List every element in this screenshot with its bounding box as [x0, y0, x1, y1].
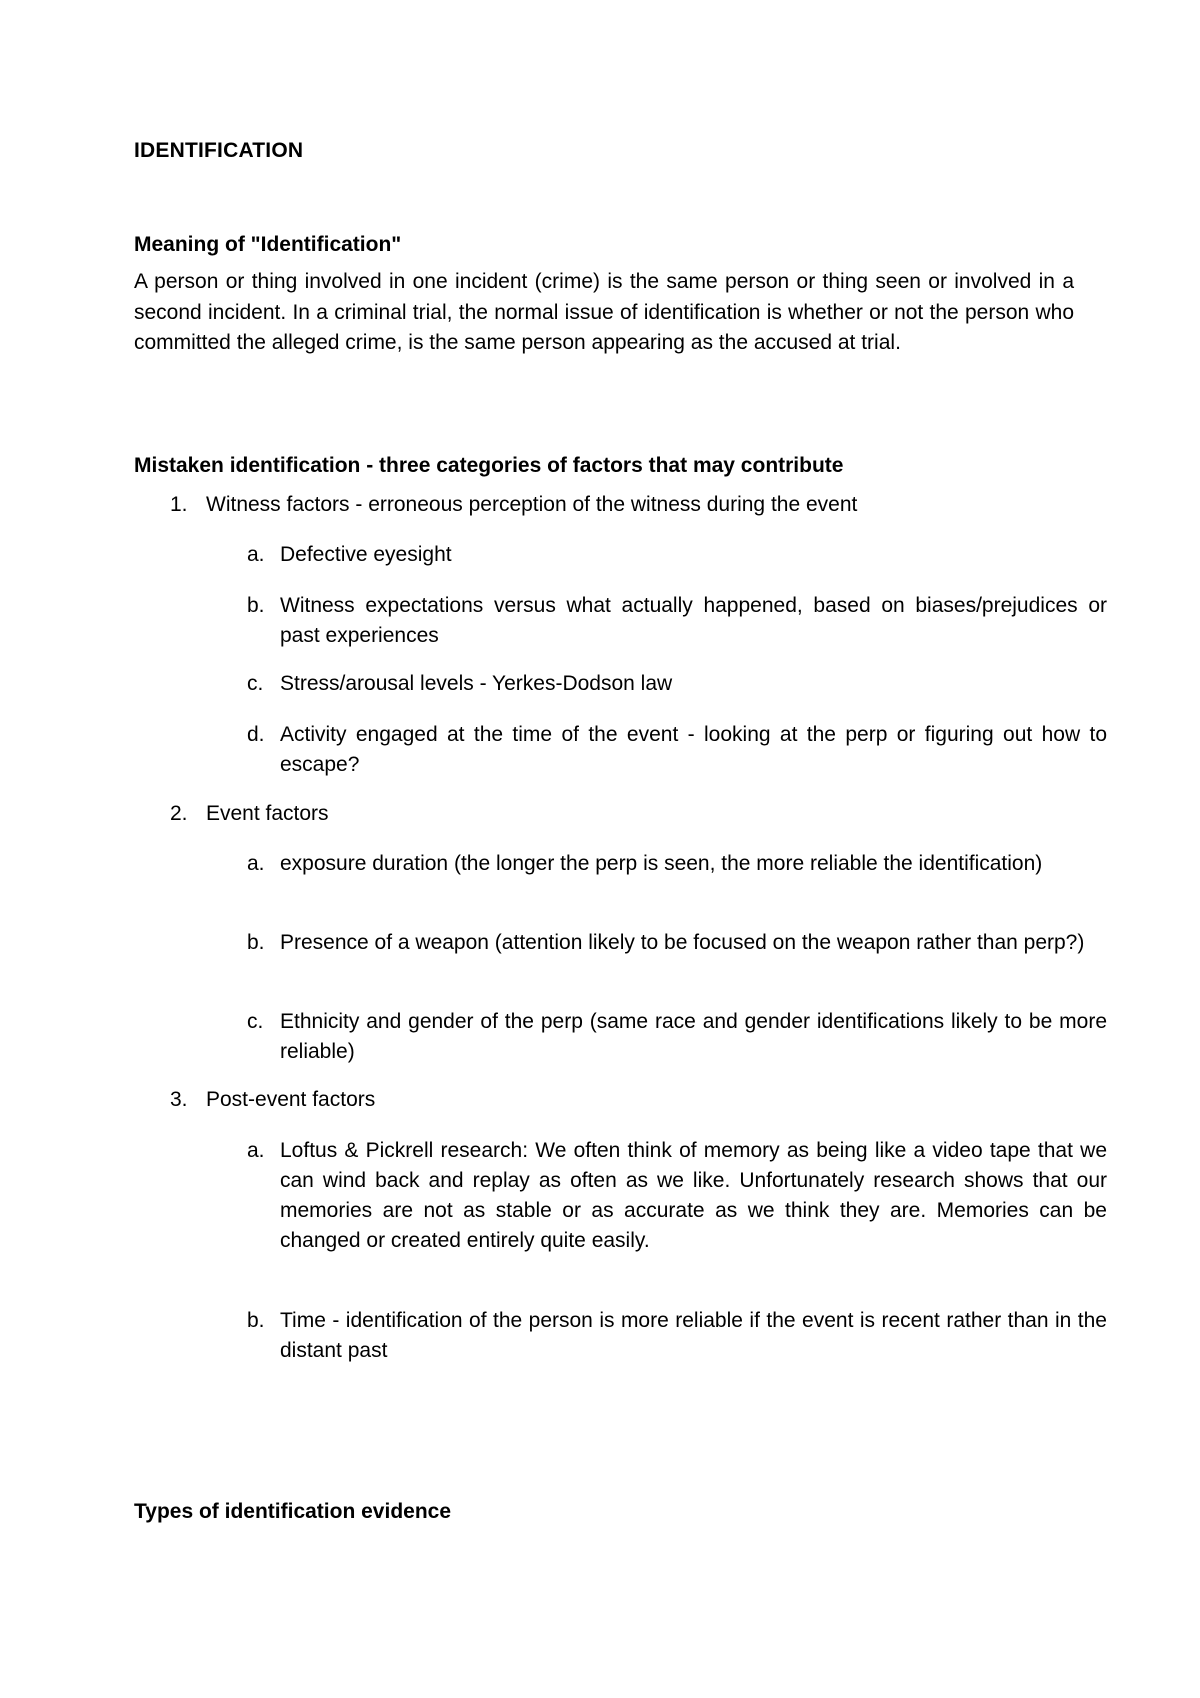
sub-list-item [247, 1007, 1107, 1067]
sub-list-text: Defective eyesight [280, 543, 452, 566]
sub-list-text: exposure duration (the longer the perp is seen, the more reliable the identification) [280, 852, 1043, 875]
document-title: IDENTIFICATION [134, 139, 304, 162]
sub-list-text: Activity engaged at the time of the event - looking at the perp or figuring out how to escape? [280, 723, 1107, 776]
sub-list-marker: d. [247, 723, 265, 746]
meaning-heading: Meaning of "Identification" [134, 233, 402, 256]
list-item [170, 1085, 1070, 1115]
types-of-evidence-heading: Types of identification evidence [134, 1500, 452, 1523]
list-item-label: Event factors [206, 802, 329, 825]
sub-list-marker: a. [247, 543, 265, 566]
list-item [170, 799, 1070, 829]
sub-list-marker: b. [247, 594, 265, 617]
mistaken-identification-heading: Mistaken identification - three categories of factors that may contribute [134, 454, 844, 477]
sub-list-item [247, 1306, 1107, 1366]
sub-list-marker: a. [247, 852, 265, 875]
sub-list-marker: b. [247, 1309, 265, 1332]
list-marker: 1. [170, 493, 188, 516]
sub-list-marker: a. [247, 1139, 265, 1162]
list-item-label: Witness factors - erroneous perception of the witness during the event [206, 493, 858, 516]
list-marker: 2. [170, 802, 188, 825]
sub-list-text: Stress/arousal levels - Yerkes-Dodson law [280, 672, 673, 695]
sub-list-text: Presence of a weapon (attention likely to be focused on the weapon rather than perp?) [280, 931, 1085, 954]
sub-list-item [247, 720, 1107, 780]
sub-list-text: Witness expectations versus what actually happened, based on biases/prejudices or past experiences [280, 594, 1107, 647]
sub-list-item [247, 849, 1107, 879]
sub-list-text: Time - identification of the person is more reliable if the event is recent rather than in the distant past [280, 1309, 1107, 1362]
sub-list-item [247, 591, 1107, 651]
sub-list-text: Loftus & Pickrell research: We often think of memory as being like a video tape that we can wind back and replay as often as we like. Unfortunately research shows that our memories are not as stable or as accurate as we think they are. Memories can be changed or created entirely quite easily. [280, 1139, 1107, 1252]
list-marker: 3. [170, 1088, 188, 1111]
sub-list-item [247, 540, 1107, 570]
sub-list-marker: c. [247, 672, 264, 695]
sub-list-marker: b. [247, 931, 265, 954]
meaning-paragraph: A person or thing involved in one incident (crime) is the same person or thing seen or involved in a second incident. In a criminal trial, the normal issue of identification is whether or not the person who committed the alleged crime, is the same person appearing as the accused at trial. [134, 270, 1074, 354]
list-item [170, 490, 1070, 520]
sub-list-marker: c. [247, 1010, 264, 1033]
list-item-label: Post-event factors [206, 1088, 376, 1111]
sub-list-item [247, 928, 1107, 958]
sub-list-text: Ethnicity and gender of the perp (same race and gender identifications likely to be more reliable) [280, 1010, 1107, 1063]
sub-list-item [247, 1136, 1107, 1256]
sub-list-item [247, 669, 1107, 699]
